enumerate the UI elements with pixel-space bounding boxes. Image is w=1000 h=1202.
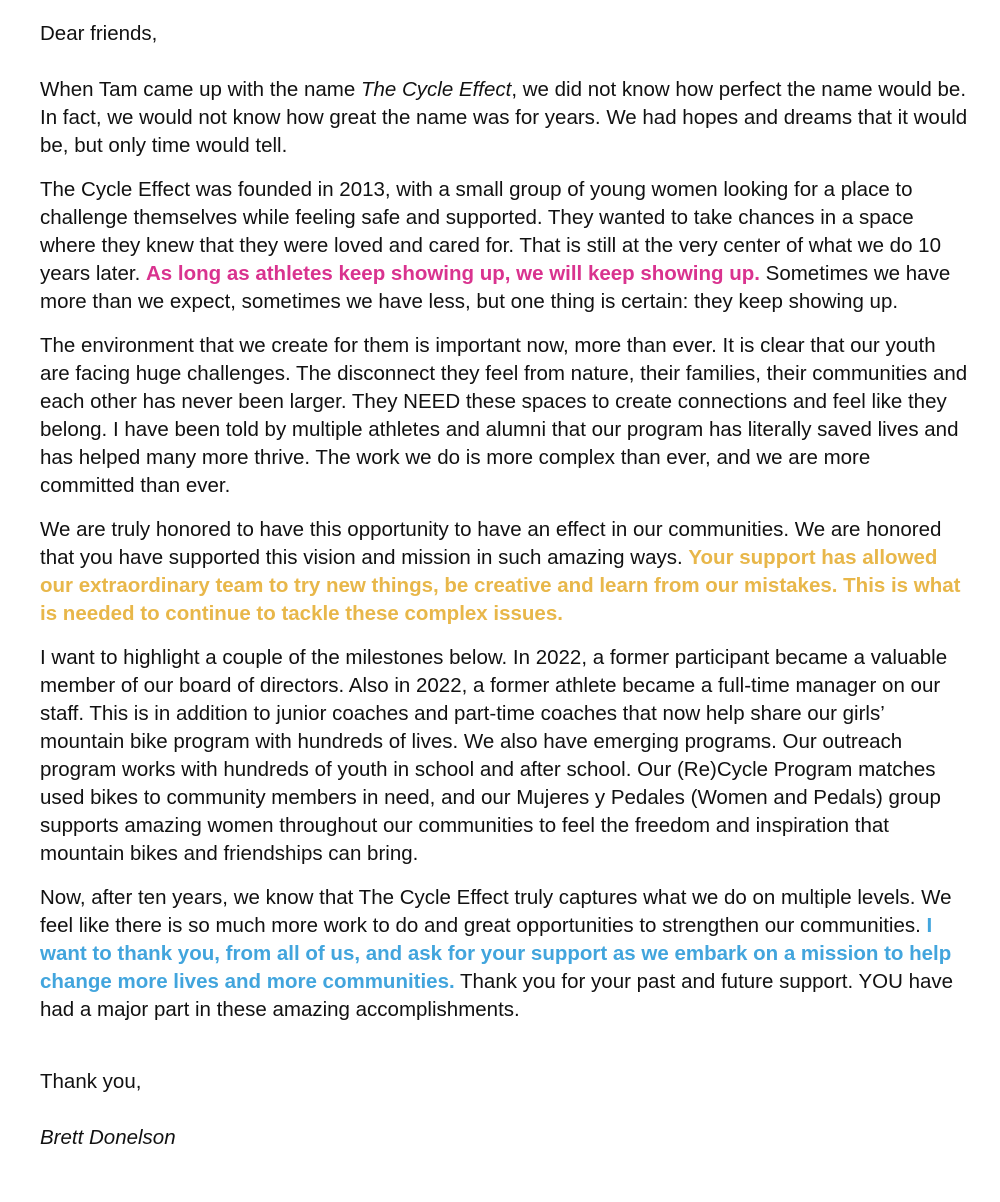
- signature: Brett Donelson: [40, 1126, 176, 1149]
- salutation: Dear friends,: [40, 22, 158, 45]
- paragraph-milestones: I want to highlight a couple of the milestones below. In 2022, a former participant became a valuable member of our board of directors. Also in 2022, a former athlete became a full-time manager on our staff. This is in addition to junior coaches and part-time coaches that now help share our girls’ mountain bike program with hundreds of lives. We also have emerging programs. Our outreach program works with hundreds of youth in school and after school. Our (Re)Cycle Program matches used bikes to community members in need, and our Mujeres y Pedales (Women and Pedals) group supports amazing women throughout our communities to feel the freedom and inspiration that mountain bikes and friendships can bring.: [40, 646, 948, 865]
- highlight-blue: I want to thank you, from all of us, and ask for your support as we embark on a mission to help change more lives and more communities.: [40, 914, 952, 993]
- text-segment: The Cycle Effect was founded in 2013, with a small group of young women looking for a place to challenge themselves while feeling safe and supported. They wanted to take chances in a space where they knew that they were loved and cared for. That is still at the very center of what we do 10 years later.: [40, 178, 941, 285]
- organization-name-italic: The Cycle Effect: [360, 78, 512, 101]
- paragraph-name-origin: [40, 76, 970, 160]
- text-segment: Now, after ten years, we know that The Cycle Effect truly captures what we do on multiple levels. We feel like there is so much more work to do and great opportunities to strengthen our communities.: [40, 886, 952, 937]
- highlight-gold: Your support has allowed our extraordinary team to try new things, be creative and learn from our mistakes. This is what is needed to continue to tackle these complex issues.: [40, 546, 961, 625]
- closing: Thank you,: [40, 1070, 142, 1093]
- paragraph-gratitude: [40, 516, 970, 628]
- paragraph-founding: [40, 176, 970, 316]
- text-segment: , we did not know how perfect the name would be. In fact, we would not know how great the name was for years. We had hopes and dreams that it would be, but only time would tell.: [40, 78, 968, 157]
- text-segment: Thank you for your past and future support. YOU have had a major part in these amazing accomplishments.: [40, 970, 954, 1021]
- letter: [40, 20, 970, 1152]
- paragraph-environment: The environment that we create for them is important now, more than ever. It is clear that our youth are facing huge challenges. The disconnect they feel from nature, their families, their communities and each other has never been larger. They NEED these spaces to create connections and feel like they belong. I have been told by multiple athletes and alumni that our program has literally saved lives and has helped many more thrive. The work we do is more complex than ever, and we are more committed than ever.: [40, 334, 968, 497]
- text-segment: We are truly honored to have this opportunity to have an effect in our communities. We are honored that you have supported this vision and mission in such amazing ways.: [40, 518, 942, 569]
- paragraph-call-to-action: [40, 884, 970, 1024]
- text-segment: Sometimes we have more than we expect, sometimes we have less, but one thing is certain: they keep showing up.: [40, 262, 951, 313]
- highlight-pink: As long as athletes keep showing up, we will keep showing up.: [145, 262, 760, 285]
- text-segment: When Tam came up with the name: [40, 78, 361, 101]
